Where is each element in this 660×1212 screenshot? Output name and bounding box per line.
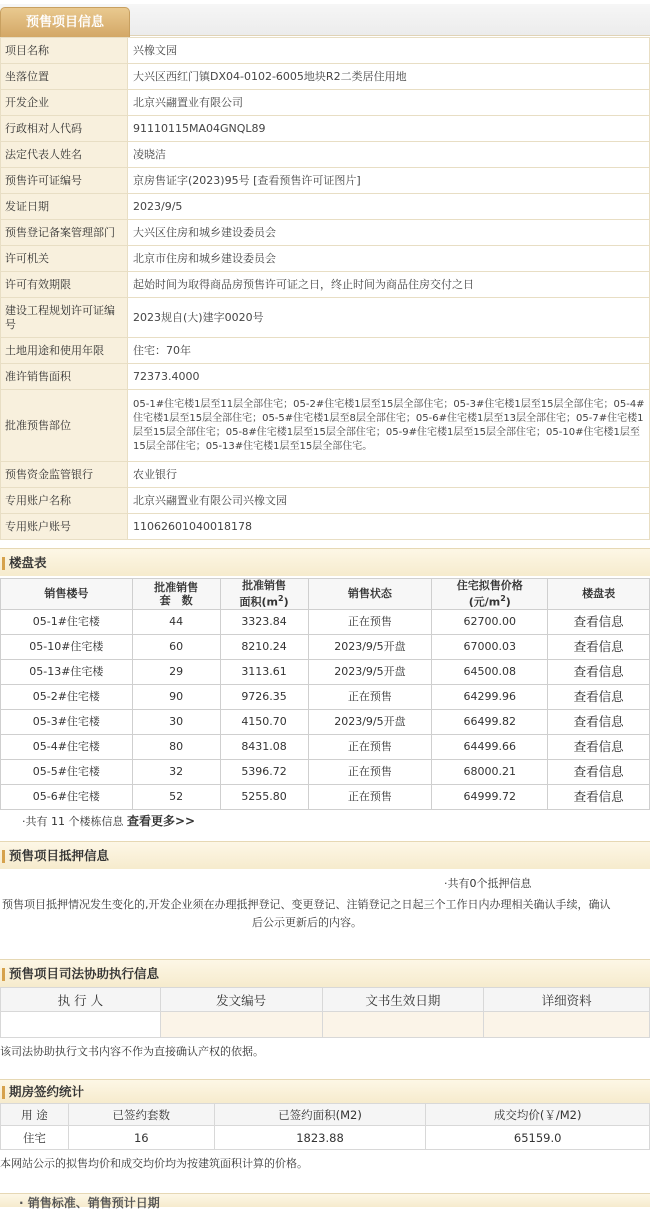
col-header-signed-area: 已签约面积(M2) (214, 1104, 426, 1126)
cell-approved-units: 44 (132, 609, 220, 634)
judicial-table (0, 987, 650, 1038)
info-row (1, 168, 650, 194)
info-row (1, 64, 650, 90)
table-header-row (1, 988, 650, 1012)
view-info-link[interactable]: 查看信息 (548, 734, 650, 759)
cell-sale-status: 正在预售 (308, 759, 432, 784)
cell-approved-area: 5255.80 (220, 784, 308, 809)
permit-number-link[interactable]: 京房售证字(2023)95号 [查看预售许可证图片] (128, 168, 650, 194)
table-row (1, 1012, 650, 1038)
info-label: 准许销售面积 (1, 364, 128, 390)
cell-avg-price: 65159.0 (426, 1126, 650, 1150)
col-header-effective-date: 文书生效日期 (322, 988, 484, 1012)
table-row (1, 684, 650, 709)
info-row (1, 338, 650, 364)
info-row (1, 364, 650, 390)
cell-sale-status: 正在预售 (308, 684, 432, 709)
info-row (1, 194, 650, 220)
cell-sale-status: 2023/9/5开盘 (308, 659, 432, 684)
info-label: 建设工程规划许可证编号 (1, 298, 128, 338)
table-row (1, 734, 650, 759)
cell-approved-units: 30 (132, 709, 220, 734)
table-row (1, 1126, 650, 1150)
info-value: 大兴区住房和城乡建设委员会 (128, 220, 650, 246)
info-value: 凌晓洁 (128, 142, 650, 168)
contract-note: 本网站公示的拟售均价和成交均价均为按建筑面积计算的价格。 (0, 1157, 308, 1170)
section-title: 期房签约统计 (9, 1084, 85, 1099)
view-info-link[interactable]: 查看信息 (548, 784, 650, 809)
view-more-link[interactable]: 查看更多>> (126, 814, 196, 828)
info-row (1, 90, 650, 116)
col-header-price: 住宅拟售价格(元$/m^2$) (432, 579, 548, 610)
view-info-link[interactable]: 查看信息 (548, 684, 650, 709)
tab-presale-info[interactable]: 预售项目信息 (0, 7, 130, 37)
section-accent (2, 1086, 5, 1099)
table-header-row (1, 579, 650, 610)
cell-price: 64499.66 (432, 734, 548, 759)
info-row (1, 116, 650, 142)
cell-approved-units: 29 (132, 659, 220, 684)
section-header-judicial (0, 959, 650, 987)
info-label: 许可机关 (1, 246, 128, 272)
cell-sale-status: 正在预售 (308, 784, 432, 809)
section-title: 预售项目抵押信息 (9, 848, 110, 863)
info-value: 72373.4000 (128, 364, 650, 390)
info-value: 91110115MA04GNQL89 (128, 116, 650, 142)
col-header-signed-units: 已签约套数 (68, 1104, 214, 1126)
section-title: 楼盘表 (9, 555, 47, 570)
mortgage-note: 预售项目抵押情况发生变化的,开发企业须在办理抵押登记、变更登记、注销登记之日起三个工作日内办理相关确认手续，确认 后公示更新后的内容。 (2, 898, 611, 929)
cell-sale-status: 正在预售 (308, 734, 432, 759)
cell-approved-area: 9726.35 (220, 684, 308, 709)
info-row (1, 272, 650, 298)
section-header-cutoff (0, 1193, 650, 1210)
info-value: 北京市住房和城乡建设委员会 (128, 246, 650, 272)
cell-sale-status: 2023/9/5开盘 (308, 709, 432, 734)
col-header-table: 楼盘表 (548, 579, 650, 610)
cell-approved-units: 90 (132, 684, 220, 709)
info-value: 起始时间为取得商品房预售许可证之日，终止时间为商品住房交付之日 (128, 272, 650, 298)
info-value: 兴橡文园 (128, 38, 650, 64)
info-value: 农业银行 (128, 462, 650, 488)
info-label: 土地用途和使用年限 (1, 338, 128, 364)
cell-approved-area: 4150.70 (220, 709, 308, 734)
info-row (1, 462, 650, 488)
cell-approved-area: 8210.24 (220, 634, 308, 659)
view-info-link[interactable]: 查看信息 (548, 609, 650, 634)
info-label: 坐落位置 (1, 64, 128, 90)
cell-price: 68000.21 (432, 759, 548, 784)
cell-approved-units: 80 (132, 734, 220, 759)
cell-price: 66499.82 (432, 709, 548, 734)
cell-approved-units: 32 (132, 759, 220, 784)
cell-building-name: 05-5#住宅楼 (1, 759, 133, 784)
mortgage-count: ·共有0个抵押信息 (444, 877, 532, 890)
table-header-row (1, 1104, 650, 1126)
section-title: · 销售标准、销售预计日期 (19, 1196, 160, 1210)
section-header-contract (0, 1079, 650, 1103)
col-header-details: 详细资料 (484, 988, 650, 1012)
table-row (1, 709, 650, 734)
col-header-units: 批准销售套 数 (132, 579, 220, 610)
info-value: 住宅：70年 (128, 338, 650, 364)
judicial-note: 该司法协助执行文书内容不作为直接确认产权的依据。 (0, 1045, 264, 1058)
table-row (1, 609, 650, 634)
info-label: 项目名称 (1, 38, 128, 64)
info-row (1, 488, 650, 514)
building-count: ·共有 11 个楼栋信息 查看更多>> (22, 814, 196, 828)
cell-approved-area: 5396.72 (220, 759, 308, 784)
presale-info-table (0, 37, 650, 540)
info-row (1, 246, 650, 272)
cell-price: 64999.72 (432, 784, 548, 809)
section-header-buildings (0, 548, 650, 576)
info-row (1, 220, 650, 246)
cell-approved-area: 3113.61 (220, 659, 308, 684)
info-label: 许可有效期限 (1, 272, 128, 298)
info-label: 行政相对人代码 (1, 116, 128, 142)
info-label: 批准预售部位 (1, 390, 128, 462)
section-tab-bar (0, 4, 650, 36)
cell-approved-area: 8431.08 (220, 734, 308, 759)
cell-signed-units: 16 (68, 1126, 214, 1150)
info-value: 北京兴翮置业有限公司 (128, 90, 650, 116)
cell-usage: 住宅 (1, 1126, 69, 1150)
cell-price: 62700.00 (432, 609, 548, 634)
cell-building-name: 05-4#住宅楼 (1, 734, 133, 759)
col-header-status: 销售状态 (308, 579, 432, 610)
cell-building-name: 05-6#住宅楼 (1, 784, 133, 809)
table-row (1, 784, 650, 809)
info-label: 开发企业 (1, 90, 128, 116)
cell-price: 64299.96 (432, 684, 548, 709)
info-row (1, 38, 650, 64)
col-header-usage: 用 途 (1, 1104, 69, 1126)
info-label: 预售许可证编号 (1, 168, 128, 194)
table-row (1, 659, 650, 684)
cell-signed-area: 1823.88 (214, 1126, 426, 1150)
cell-price: 64500.08 (432, 659, 548, 684)
section-title: 预售项目司法协助执行信息 (9, 966, 160, 981)
col-header-name: 销售楼号 (1, 579, 133, 610)
info-row (1, 298, 650, 338)
info-label: 法定代表人姓名 (1, 142, 128, 168)
info-label: 专用账户名称 (1, 488, 128, 514)
info-value: 大兴区西红门镇DX04-0102-6005地块R2二类居住用地 (128, 64, 650, 90)
info-value: 2023规自(大)建字0020号 (128, 298, 650, 338)
cell-sale-status: 正在预售 (308, 609, 432, 634)
col-header-area: 批准销售面积$(m^2)$ (220, 579, 308, 610)
table-row (1, 759, 650, 784)
view-info-link[interactable]: 查看信息 (548, 659, 650, 684)
cell-building-name: 05-13#住宅楼 (1, 659, 133, 684)
info-value: 北京兴翮置业有限公司兴橡文园 (128, 488, 650, 514)
view-info-link[interactable]: 查看信息 (548, 634, 650, 659)
cell-approved-area: 3323.84 (220, 609, 308, 634)
view-info-link[interactable]: 查看信息 (548, 759, 650, 784)
cell-approved-units: 60 (132, 634, 220, 659)
info-row (1, 514, 650, 540)
info-label: 专用账户账号 (1, 514, 128, 540)
info-value: 2023/9/5 (128, 194, 650, 220)
section-header-mortgage (0, 841, 650, 869)
cell-building-name: 05-1#住宅楼 (1, 609, 133, 634)
cell-building-name: 05-3#住宅楼 (1, 709, 133, 734)
col-header-executor: 执 行 人 (1, 988, 161, 1012)
col-header-avg-price: 成交均价(￥/M2) (426, 1104, 650, 1126)
cell-approved-units: 52 (132, 784, 220, 809)
table-row (1, 634, 650, 659)
info-label: 发证日期 (1, 194, 128, 220)
building-table (0, 578, 650, 810)
section-accent (2, 557, 5, 570)
section-accent (2, 850, 5, 863)
col-header-doc-number: 发文编号 (160, 988, 322, 1012)
view-info-link[interactable]: 查看信息 (548, 709, 650, 734)
info-row (1, 142, 650, 168)
info-label: 预售登记备案管理部门 (1, 220, 128, 246)
cell-building-name: 05-10#住宅楼 (1, 634, 133, 659)
info-value: 05-1#住宅楼1层至11层全部住宅；05-2#住宅楼1层至15层全部住宅；05-3#住宅楼1层至15层全部住宅；05-4#住宅楼1层至15层全部住宅；05-5#住宅楼1层至8层全部住宅；05-6#住宅楼1层至13层全部住宅；05-7#住宅楼1层至15层全部住宅；05-8#住宅楼1层至15层全部住宅；05-9#住宅楼1层至15层全部住宅；05-10#住宅楼1层至15层全部住宅；05-13#住宅楼1层至15层全部住宅。 (128, 390, 650, 462)
section-accent (2, 968, 5, 981)
cell-price: 67000.03 (432, 634, 548, 659)
cell-building-name: 05-2#住宅楼 (1, 684, 133, 709)
info-value: 11062601040018178 (128, 514, 650, 540)
cell-sale-status: 2023/9/5开盘 (308, 634, 432, 659)
info-label: 预售资金监管银行 (1, 462, 128, 488)
info-row (1, 390, 650, 462)
contract-table (0, 1103, 650, 1150)
